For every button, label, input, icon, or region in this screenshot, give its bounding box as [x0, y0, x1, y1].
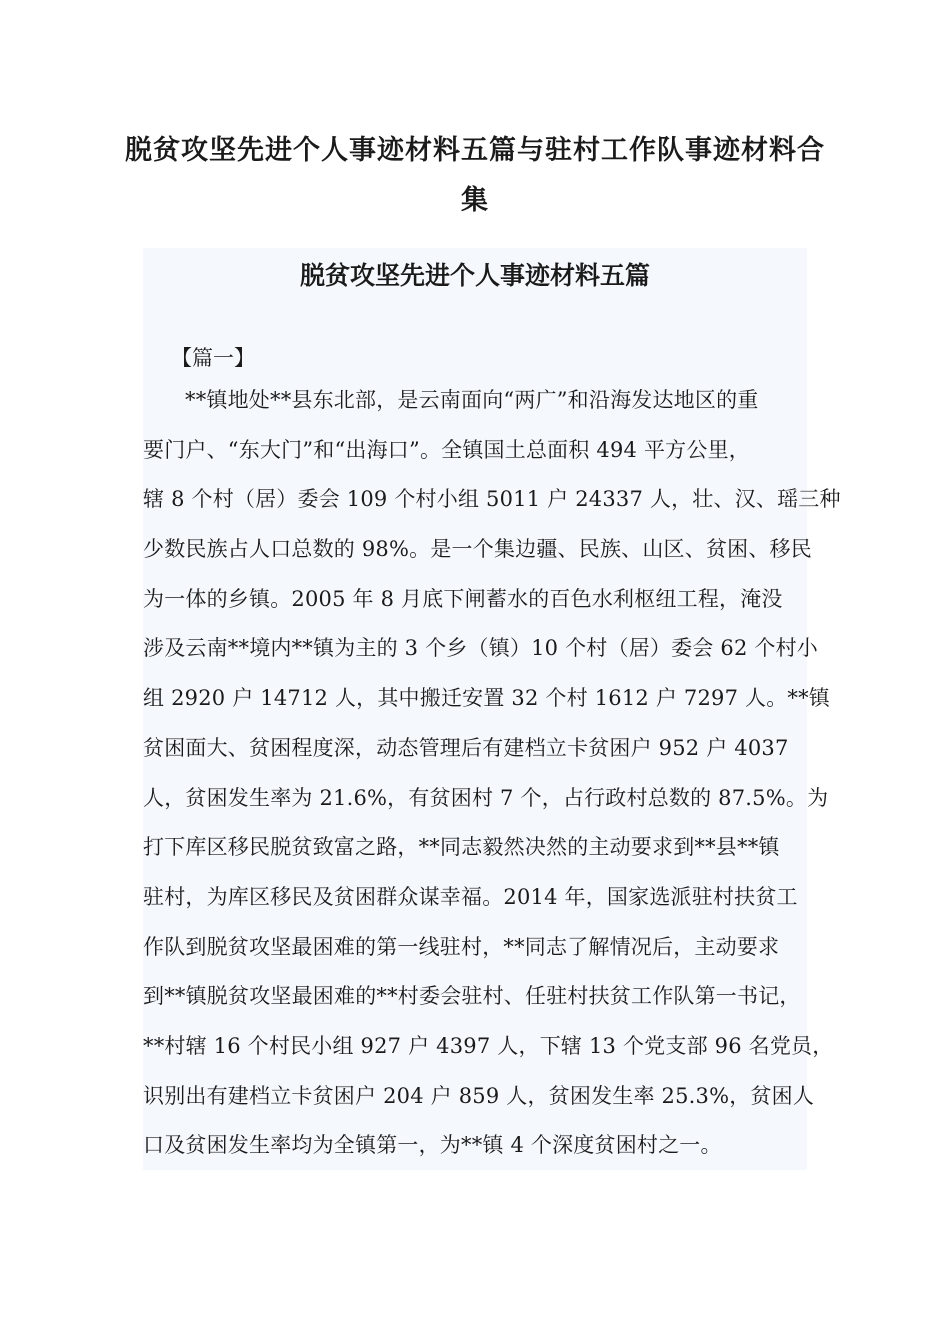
paragraph-line: 涉及云南**境内**镇为主的 3 个乡（镇）10 个村（居）委会 62 个村小	[143, 636, 818, 661]
paragraph-line: 到**镇脱贫攻坚最困难的**村委会驻村、任驻村扶贫工作队第一书记，	[143, 984, 801, 1009]
content-block	[143, 248, 841, 1170]
paragraph-line: 打下库区移民脱贫致富之路，**同志毅然决然的主动要求到**县**镇	[143, 835, 780, 860]
paragraph-line: 辖 8 个村（居）委会 109 个村小组 5011 户 24337 人，壮、汉、瑶三种	[143, 487, 841, 512]
paragraph-line: 少数民族占人口总数的 98%。是一个集边疆、民族、山区、贫困、移民	[143, 537, 812, 562]
paragraph-line: 人，贫困发生率为 21.6%，有贫困村 7 个，占行政村总数的 87.5%。为	[143, 785, 829, 810]
paragraph-line: **镇地处**县东北部，是云南面向“两广”和沿海发达地区的重	[185, 388, 759, 412]
section-title: 脱贫攻坚先进个人事迹材料五篇	[299, 261, 650, 290]
chapter-label: 【篇一】	[171, 346, 255, 370]
document-title: 脱贫攻坚先进个人事迹材料五篇与驻村工作队事迹材料合集	[125, 135, 825, 216]
paragraph-line: 贫困面大、贫困程度深，动态管理后有建档立卡贫困户 952 户 4037	[143, 735, 789, 760]
paragraph-line: 为一体的乡镇。2005 年 8 月底下闸蓄水的百色水利枢纽工程，淹没	[143, 586, 783, 611]
body-paragraph	[143, 376, 841, 1171]
paragraph-line: 作队到脱贫攻坚最困难的第一线驻村，**同志了解情况后，主动要求	[143, 934, 780, 959]
paragraph-line: 组 2920 户 14712 人，其中搬迁安置 32 个村 1612 户 7297 人。**镇	[143, 686, 831, 711]
paragraph-line: 驻村，为库区移民及贫困群众谋幸福。2014 年，国家选派驻村扶贫工	[143, 884, 798, 909]
paragraph-line: 要门户、“东大门”和“出海口”。全镇国土总面积 494 平方公里，	[143, 437, 750, 462]
paragraph-line: 识别出有建档立卡贫困户 204 户 859 人，贫困发生率 25.3%，贫困人	[143, 1083, 815, 1108]
paragraph-line: 口及贫困发生率均为全镇第一，为**镇 4 个深度贫困村之一。	[143, 1133, 722, 1158]
paragraph-line: **村辖 16 个村民小组 927 户 4397 人，下辖 13 个党支部 96 名党员，	[143, 1033, 834, 1058]
